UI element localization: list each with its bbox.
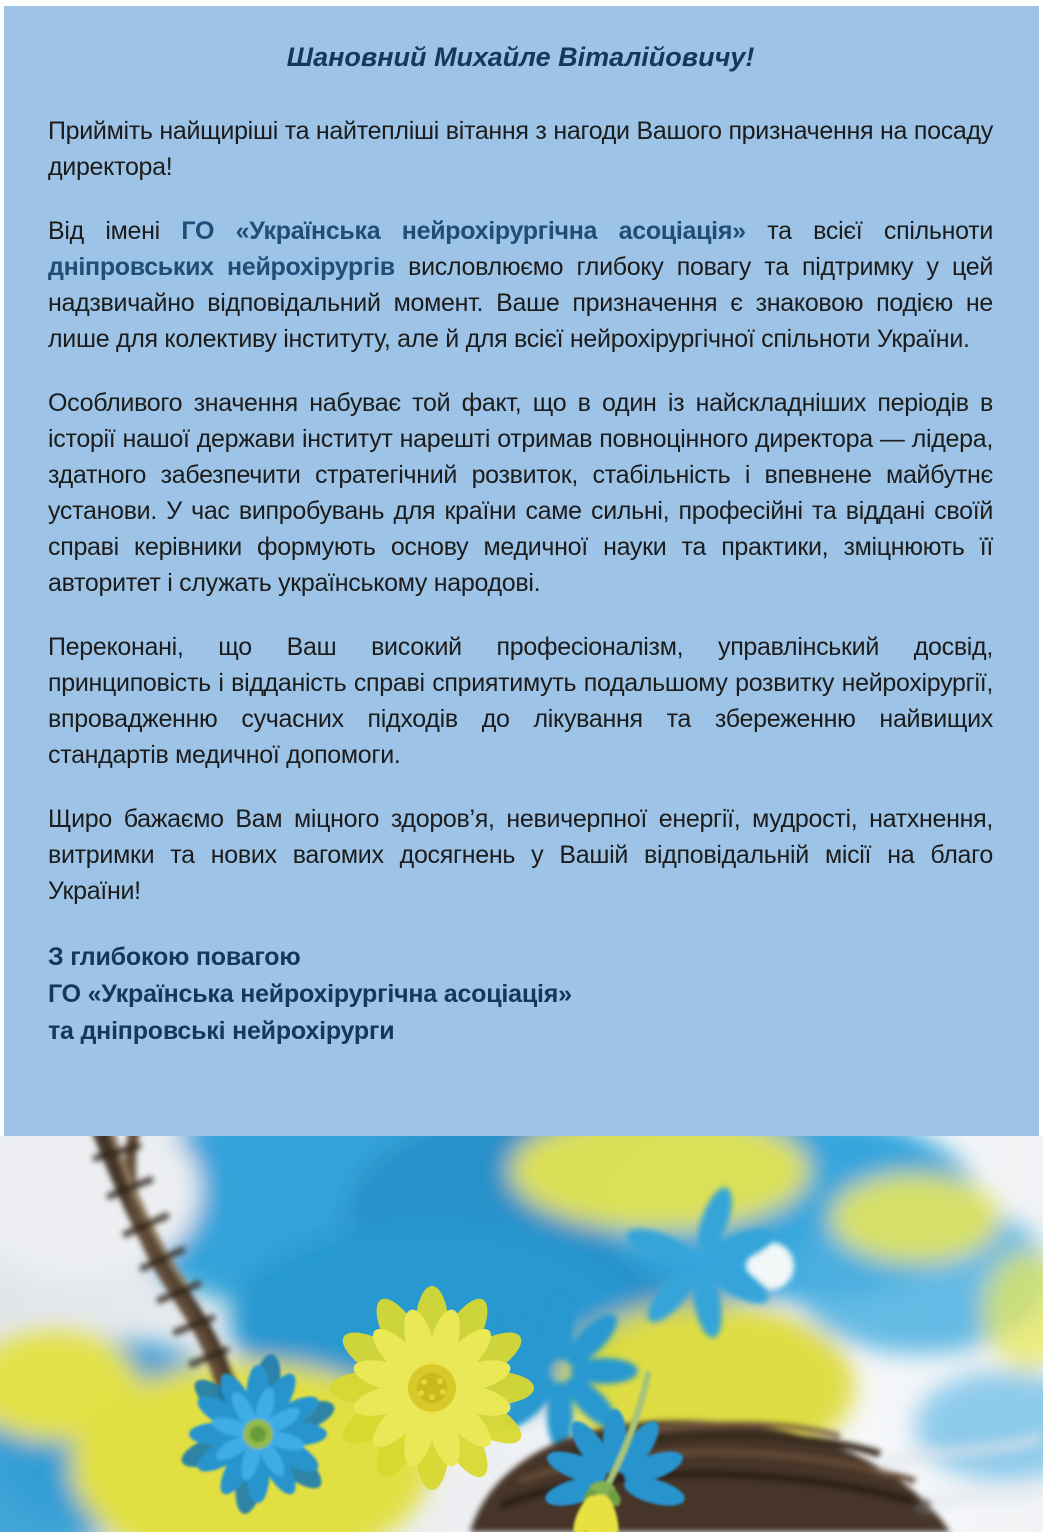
association-name-highlight: ГО «Українська нейрохірургічна асоціація» bbox=[181, 217, 746, 245]
text-segment: висловлюємо глибоку повагу та підтримку у цей надзвичайно відповідальний момент. Ваше призначення є знаковою подією не лише для колективу інституту, але й для всієї нейрохірургічної спільноти України. bbox=[48, 253, 993, 353]
paragraph-significance: Особливого значення набуває той факт, що в один із найскладніших періодів в історії нашої держави інститут нарешті отримав повноцінного директора — лідера, здатного забезпечити стратегічний розвиток, стабільність і впевнене майбутнє установи. У час випробувань для країни саме сильні, професійні та віддані своїй справі керівники формують основу медичної науки та практики, зміцнюють її авторитет і служать українському народові. bbox=[48, 389, 993, 597]
paragraph-confidence: Переконані, що Ваш високий професіоналізм, управлінський досвід, принциповість і відданість справі сприятимуть подальшому розвитку нейрохірургії, впровадженню сучасних підходів до лікування та збереженню найвищих стандартів медичної допомоги. bbox=[48, 633, 993, 769]
haze-overlay bbox=[0, 1136, 1043, 1532]
paragraph-wishes: Щиро бажаємо Вам міцного здоров’я, невичерпної енергії, мудрості, натхнення, витримки та нових вагомих досягнень у Вашій відповідальній місії на благо України! bbox=[48, 805, 993, 905]
signature-line-neurosurgeons: та дніпровські нейрохірурги bbox=[48, 1017, 395, 1045]
letter-title: Шановний Михайле Віталійовичу! bbox=[286, 42, 755, 72]
neurosurgeons-highlight: дніпровських нейрохірургів bbox=[48, 253, 395, 281]
letter-panel bbox=[4, 6, 1039, 1136]
signature-block bbox=[48, 939, 993, 1050]
flowers-photo-illustration bbox=[0, 1136, 1043, 1532]
signature-line-respect: З глибокою повагою bbox=[48, 943, 301, 971]
flowers-photo bbox=[0, 1136, 1043, 1532]
text-segment: та всієї спільноти bbox=[745, 217, 994, 245]
signature-line-association: ГО «Українська нейрохірургічна асоціація» bbox=[48, 980, 572, 1008]
paragraph-greeting: Прийміть найщиріші та найтепліші вітання з нагоди Вашого призначення на посаду директора! bbox=[48, 117, 993, 181]
text-segment: Від імені bbox=[48, 217, 182, 245]
paragraph-association bbox=[48, 213, 993, 357]
